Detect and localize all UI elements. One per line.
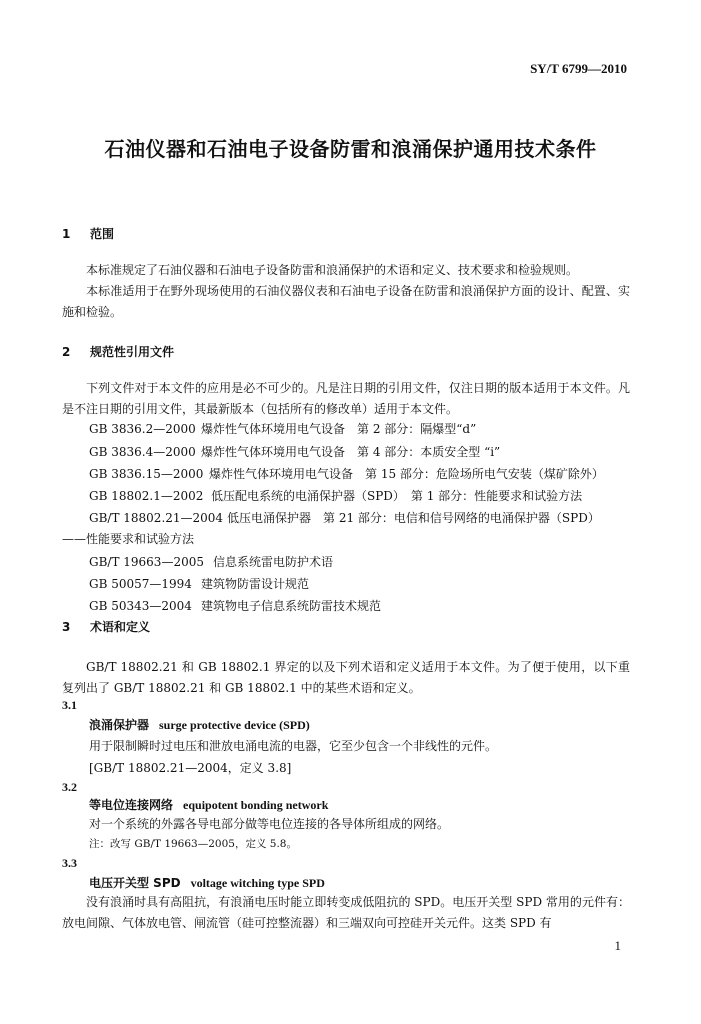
paragraph: 下列文件对于本文件的应用是必不可少的。凡是注日期的引用文件，仅注日期的版本适用于本文件。凡是不注日期的引用文件，其最新版本（包括所有的修改单）适用于本文件。 [62, 381, 630, 416]
reference-item: GB 50057—1994 建筑物防雷设计规范 [89, 577, 310, 591]
term-heading: 浪涌保护器 surge protective device (SPD) [89, 718, 310, 732]
reference-item: GB 3836.15—2000 爆炸性气体环境用电气设备 第 15 部分：危险场所电气安装（煤矿除外） [89, 467, 604, 481]
section-title: 范围 [90, 227, 115, 241]
reference-continuation: ——性能要求和试验方法 [62, 532, 195, 546]
reference-item: GB 3836.2—2000 爆炸性气体环境用电气设备 第 2 部分：隔爆型“d” [89, 422, 477, 436]
term-heading: 电压开关型 SPD voltage witching type SPD [89, 876, 325, 890]
paragraph: 本标准规定了石油仪器和石油电子设备防雷和浪涌保护的术语和定义、技术要求和检验规则。 [86, 263, 579, 277]
reference-item: GB/T 18802.21—2004 低压电涌保护器 第 21 部分：电信和信号网络的电涌保护器（SPD） [89, 511, 600, 525]
standard-code: SY/T 6799—2010 [530, 61, 627, 76]
reference-item: GB 50343—2004 建筑物电子信息系统防雷技术规范 [89, 599, 382, 613]
reference-item: GB/T 19663—2005 信息系统雷电防护术语 [89, 555, 334, 569]
section-number: 2 [62, 345, 71, 359]
term-definition: 没有浪涌时具有高阻抗，有浪涌电压时能立即转变成低阻抗的 SPD。电压开关型 SPD 常用的元件有：放电间隙、气体放电管、闸流管（硅可控整流器）和三端双向可控硅开关元件。这类 SPD 有 [62, 895, 630, 930]
document-title: 石油仪器和石油电子设备防雷和浪涌保护通用技术条件 [104, 137, 597, 161]
paragraph: 本标准适用于在野外现场使用的石油仪器仪表和石油电子设备在防雷和浪涌保护方面的设计、配置、实施和检验。 [62, 284, 630, 319]
paragraph: GB/T 18802.21 和 GB 18802.1 界定的以及下列术语和定义适用于本文件。为了便于使用，以下重复列出了 GB/T 18802.21 和 GB 18802.1 中的某些术语和定义。 [62, 660, 630, 695]
reference-item: GB 18802.1—2002 低压配电系统的电涌保护器（SPD） 第 1 部分：性能要求和试验方法 [89, 489, 583, 503]
section-title: 规范性引用文件 [90, 345, 175, 359]
section-title: 术语和定义 [90, 620, 151, 634]
term-number: 3.1 [62, 698, 77, 712]
term-definition: 对一个系统的外露各导电部分做等电位连接的各导体所组成的网络。 [89, 817, 450, 831]
section-number: 3 [62, 620, 71, 634]
term-definition: 用于限制瞬时过电压和泄放电涌电流的电器，它至少包含一个非线性的元件。 [89, 739, 498, 753]
term-source: [GB/T 18802.21—2004，定义 3.8] [89, 761, 292, 775]
section-2-heading [62, 343, 174, 360]
reference-item: GB 3836.4—2000 爆炸性气体环境用电气设备 第 4 部分：本质安全型 “i” [89, 445, 501, 459]
page-number: 1 [614, 938, 621, 953]
term-heading: 等电位连接网络 equipotent bonding network [89, 798, 329, 812]
term-number: 3.3 [62, 856, 77, 870]
section-1-heading [62, 225, 114, 242]
section-number: 1 [62, 227, 71, 241]
section-3-heading [62, 618, 150, 635]
term-note: 注：改写 GB/T 19663—2005，定义 5.8。 [89, 838, 297, 850]
term-number: 3.2 [62, 780, 77, 794]
